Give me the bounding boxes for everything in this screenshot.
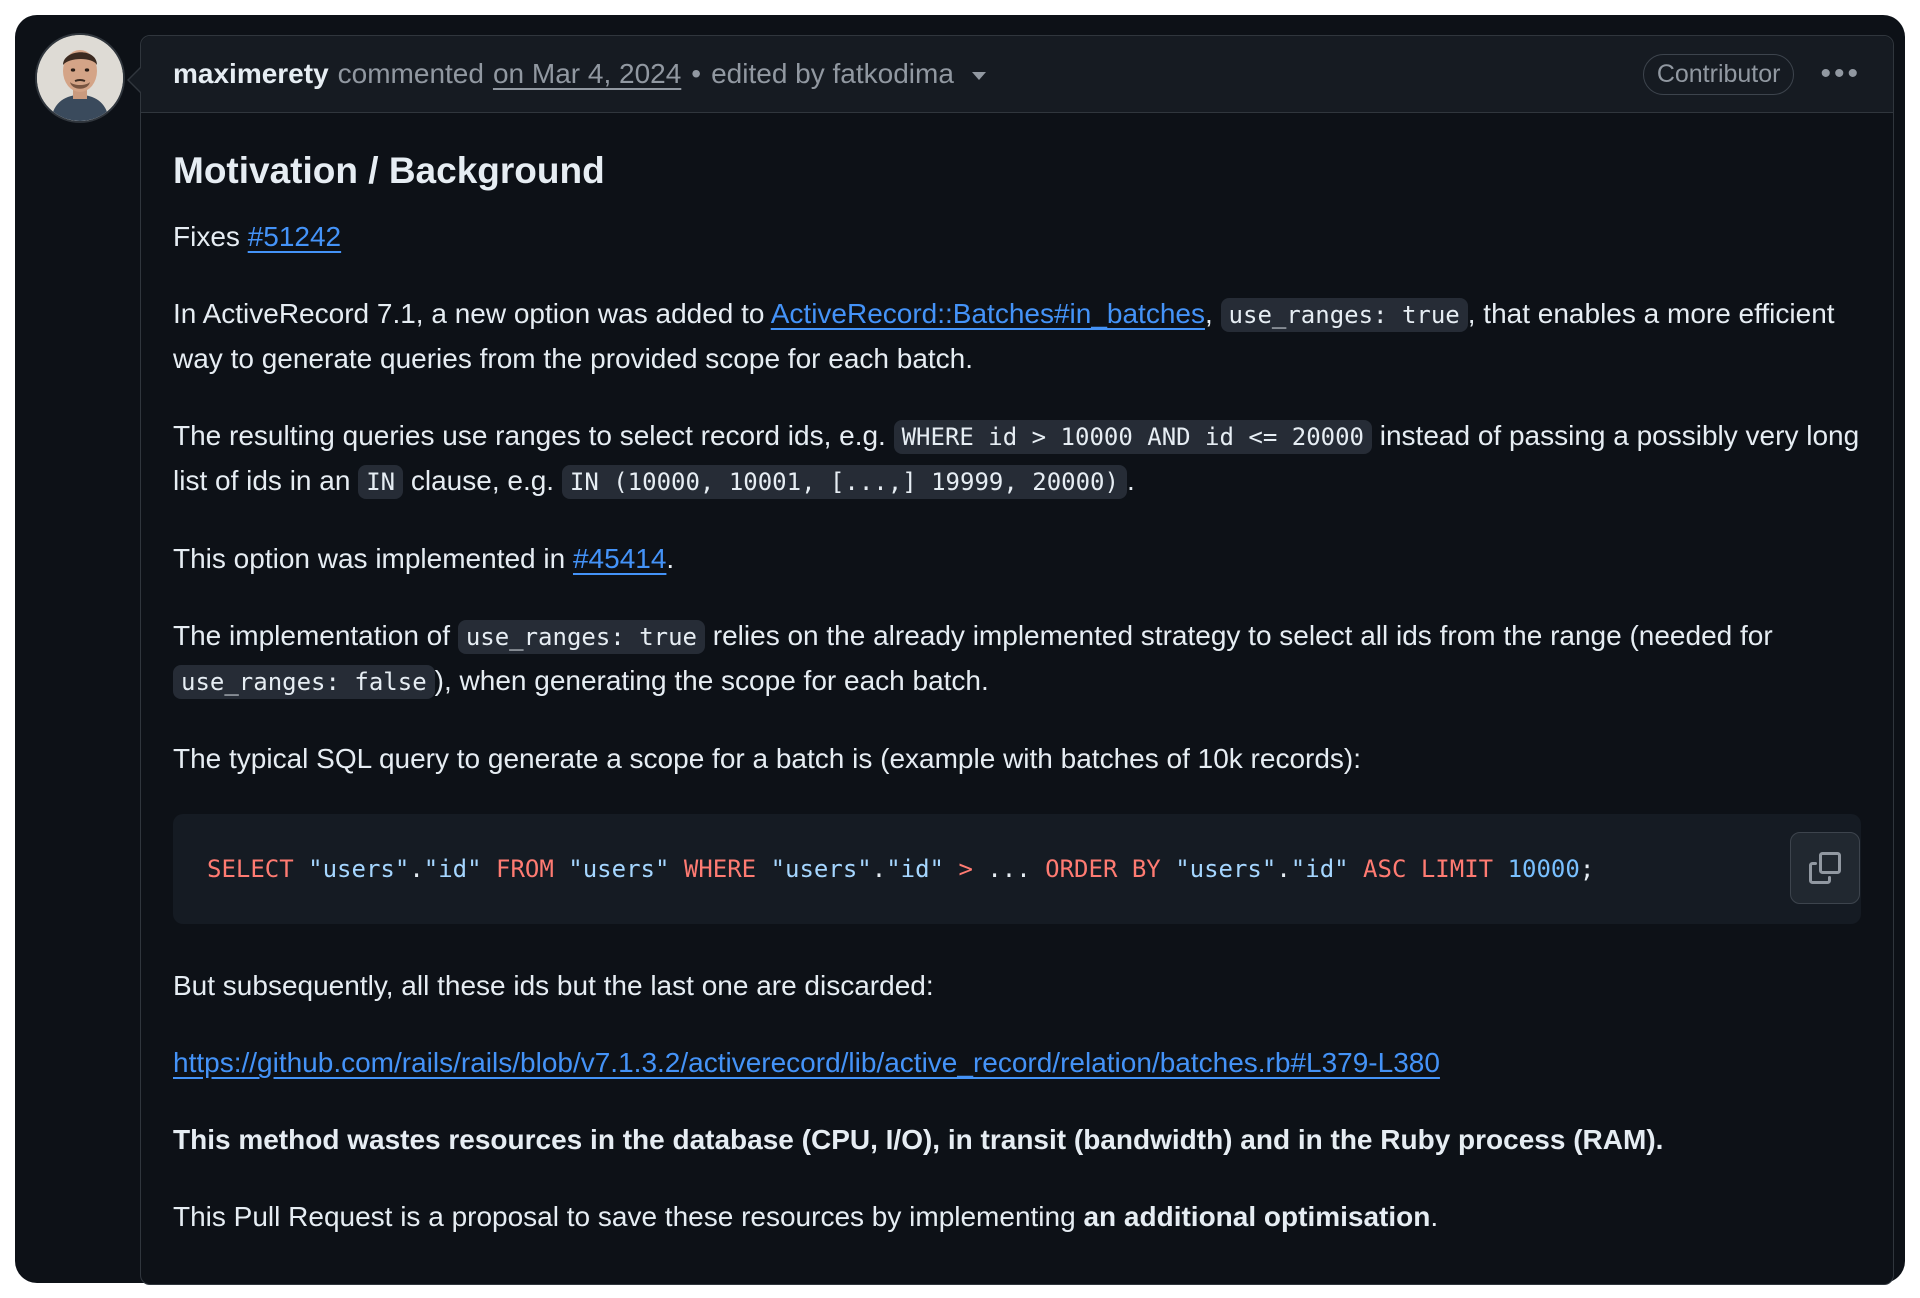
inline-code: use_ranges: true <box>1221 298 1468 332</box>
code-token <box>482 855 496 883</box>
code-token <box>1406 855 1420 883</box>
copy-button[interactable] <box>1790 832 1860 904</box>
code-token: "id" <box>423 855 482 883</box>
inline-code: use_ranges: false <box>173 665 435 699</box>
code-token: WHERE <box>683 855 757 883</box>
header-separator: • <box>691 58 702 89</box>
paragraph-discarded: But subsequently, all these ids but the last one are discarded: <box>173 970 934 1001</box>
code-token <box>1493 855 1507 883</box>
code-token: ASC <box>1363 855 1407 883</box>
text: . <box>666 543 675 574</box>
text: The implementation of <box>173 620 458 651</box>
edited-by-dropdown[interactable]: edited by fatkodima <box>711 58 954 89</box>
code-token: SELECT <box>207 855 294 883</box>
code-token: ; <box>1579 855 1595 883</box>
comment-date-link[interactable]: on Mar 4, 2024 <box>492 58 682 89</box>
text: The resulting queries use ranges to select record ids, e.g. <box>173 420 894 451</box>
code-token: 10000 <box>1507 855 1580 883</box>
card-pointer <box>127 66 141 94</box>
copy-icon <box>1809 852 1841 884</box>
bold-text: an additional optimisation <box>1083 1201 1431 1232</box>
paragraph-proposal <box>173 1195 1861 1239</box>
inline-code: use_ranges: true <box>458 620 705 654</box>
contributor-badge: Contributor <box>1643 54 1795 95</box>
text: . <box>1126 465 1135 496</box>
comment-action: commented <box>337 58 484 89</box>
text: In ActiveRecord 7.1, a new option was added to <box>173 298 771 329</box>
code-token <box>1161 855 1175 883</box>
batches-source-link[interactable]: https://github.com/rails/rails/blob/v7.1.3.2/activerecord/lib/active_record/relation/batches.rb#L379-L380 <box>173 1047 1440 1078</box>
paragraph-typical-sql: The typical SQL query to generate a scope for a batch is (example with batches of 10k records): <box>173 743 1362 774</box>
paragraph-source-link <box>173 1041 1861 1085</box>
avatar-image <box>37 35 123 121</box>
bold-text: This method wastes resources in the database (CPU, I/O), in transit (bandwidth) and in the Ruby process (RAM). <box>173 1124 1664 1155</box>
code-token <box>294 855 308 883</box>
kebab-horizontal-icon[interactable]: ••• <box>1820 57 1861 90</box>
comment-body <box>141 113 1893 1239</box>
code-token: . <box>1276 855 1291 883</box>
paragraph-implementation <box>173 614 1861 704</box>
text: ), when generating the scope for each batch. <box>434 665 989 696</box>
chevron-down-icon[interactable] <box>972 72 986 80</box>
code-token <box>756 855 770 883</box>
code-token: > <box>958 855 973 883</box>
code-token: ... <box>972 855 1046 883</box>
code-token <box>669 855 683 883</box>
code-token <box>554 855 568 883</box>
text: instead of passing a possibly very long list of ids in an <box>173 420 1860 496</box>
code-token: FROM <box>496 855 554 883</box>
code-token <box>944 855 958 883</box>
inline-code: IN (10000, 10001, [...,] 19999, 20000) <box>562 465 1127 499</box>
text: . <box>1430 1201 1439 1232</box>
code-token: LIMIT <box>1420 855 1494 883</box>
code-token: "users" <box>568 855 670 883</box>
code-token: "id" <box>886 855 944 883</box>
code-token: "users" <box>308 855 410 883</box>
comment-frame <box>15 15 1905 1283</box>
author-link[interactable]: maximerety <box>173 58 329 89</box>
code-token: . <box>409 855 424 883</box>
code-token <box>1349 855 1363 883</box>
text: This option was implemented in <box>173 543 573 574</box>
paragraph-intro <box>173 292 1861 381</box>
text: , <box>1204 298 1221 329</box>
inline-code: WHERE id > 10000 AND id <= 20000 <box>894 420 1372 454</box>
in-batches-doc-link[interactable]: ActiveRecord::Batches#in_batches <box>770 298 1205 329</box>
code-token: "id" <box>1290 855 1349 883</box>
text: Fixes <box>173 221 248 252</box>
avatar[interactable] <box>35 33 125 123</box>
paragraph-ranges <box>173 414 1861 504</box>
code-line <box>207 847 1594 891</box>
inline-code: IN <box>358 465 403 499</box>
text: , that enables a more efficient way to generate queries from the provided scope for each batch. <box>173 298 1835 374</box>
text: clause, e.g. <box>403 465 562 496</box>
code-token: "users" <box>770 855 872 883</box>
comment-header <box>141 36 1893 113</box>
code-token: ORDER BY <box>1045 855 1161 883</box>
code-token: "users" <box>1175 855 1277 883</box>
text: relies on the already implemented strategy to select all ids from the range (needed for <box>705 620 1773 651</box>
code-token: . <box>871 855 887 883</box>
sql-code-block <box>173 814 1861 924</box>
issue-link-51242[interactable]: #51242 <box>247 221 342 252</box>
pr-link-45414[interactable]: #45414 <box>572 543 667 574</box>
paragraph-fixes <box>173 215 1861 259</box>
comment-card <box>140 35 1894 1285</box>
section-heading: Motivation / Background <box>173 150 605 191</box>
text: This Pull Request is a proposal to save these resources by implementing <box>173 1201 1084 1232</box>
paragraph-implemented <box>173 537 1861 581</box>
paragraph-waste <box>173 1118 1861 1162</box>
